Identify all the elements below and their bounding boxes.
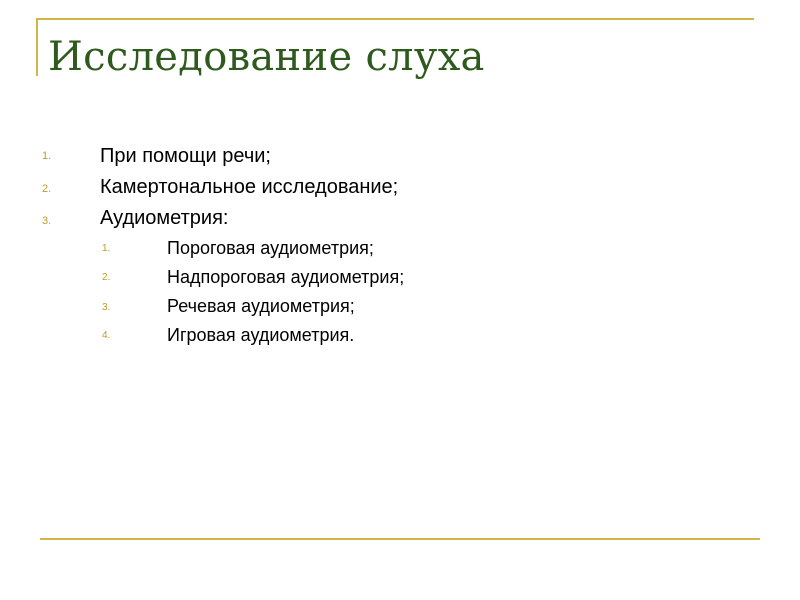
sublist-item-text: Пороговая аудиометрия;: [167, 238, 374, 258]
sublist-item-number: 2.: [102, 272, 111, 283]
slide-title: Исследование слуха: [48, 34, 485, 80]
list-item-text: Аудиометрия:: [100, 207, 229, 229]
sublist-item-text: Речевая аудиометрия;: [167, 296, 355, 316]
sublist-item-text: Надпороговая аудиометрия;: [167, 267, 405, 287]
bottom-rule: [40, 538, 760, 540]
sublist-item-text: Игровая аудиометрия.: [167, 325, 355, 345]
sublist-item-number: 1.: [102, 243, 111, 254]
list-item-number: 2.: [42, 183, 52, 195]
list-item-text: При помощи речи;: [100, 145, 271, 167]
sublist-item-number: 3.: [102, 302, 111, 313]
list-item-number: 3.: [42, 215, 52, 227]
list-item-text: Камертональное исследование;: [100, 176, 399, 198]
list-item-number: 1.: [42, 150, 52, 162]
sublist-item-number: 4.: [102, 330, 111, 341]
